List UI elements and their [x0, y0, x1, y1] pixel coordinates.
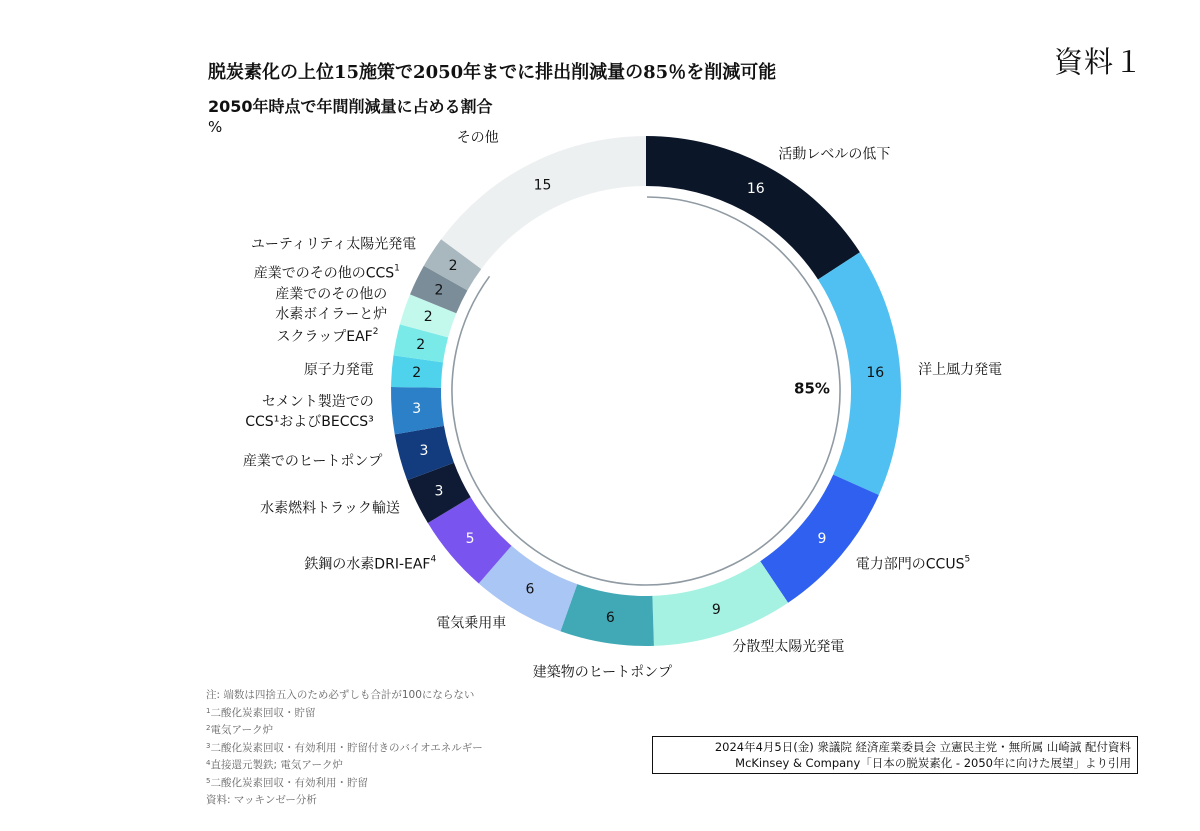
chart-subtitle: 2050年時点で年間削減量に占める割合 [208, 97, 493, 116]
unit-label: % [208, 118, 223, 136]
slice-value-label: 16 [866, 365, 885, 382]
slice-category-label: 分散型太陽光発電 [732, 639, 845, 656]
center-total-label: 85% [794, 379, 830, 398]
footnote-line: $^4$直接還元製鉄; 電気アーク炉 [206, 759, 344, 771]
slice-value-label: 2 [416, 336, 426, 353]
slice-category-label: 電気乗用車 [436, 615, 507, 632]
slice-value-label: 3 [412, 400, 422, 417]
slice-value-label: 9 [817, 531, 827, 548]
slice-value-label: 2 [412, 365, 422, 382]
footnote-line: 注: 端数は四捨五入のため必ずしも合計が100にならない [206, 689, 475, 701]
source-line-1: 2024年4月5日(金) 衆議院 経済産業委員会 立憲民主党・無所属 山崎誠 配付資料 [714, 740, 1131, 754]
slice-category-label: その他 [456, 130, 499, 147]
slice-category-label: 産業でのその他のCCS$^1$ [253, 263, 400, 282]
slice-category-label: ユーティリティ太陽光発電 [250, 236, 417, 253]
donut-slice [818, 252, 901, 495]
slice-category-label: スクラップEAF$^2$ [276, 326, 379, 345]
document-label: 資料１ [1054, 45, 1145, 79]
slice-value-label: 6 [525, 581, 535, 598]
footnote-line: $^3$二酸化炭素回収・有効利用・貯留付きのバイオエネルギー [206, 741, 483, 754]
footnote-line: $^2$電気アーク炉 [206, 724, 274, 736]
slice-category-label: 水素ボイラーと炉 [275, 306, 388, 323]
slice-value-label: 3 [419, 443, 429, 460]
slice-value-label: 2 [448, 257, 458, 274]
footnote-line: 資料: マッキンゼー分析 [206, 794, 317, 806]
slice-category-label: 活動レベルの低下 [778, 146, 891, 163]
slice-value-label: 9 [711, 601, 721, 618]
donut-slice [441, 136, 646, 269]
chart-title: 脱炭素化の上位15施策で2050年までに排出削減量の85％を削減可能 [208, 62, 777, 83]
footnote-line: $^5$二酸化炭素回収・有効利用・貯留 [206, 776, 368, 789]
footnote-line: $^1$二酸化炭素回収・貯留 [206, 706, 316, 719]
source-line-2: McKinsey & Company「日本の脱炭素化 - 2050年に向けた展望」より引用 [735, 756, 1131, 770]
slice-value-label: 2 [434, 282, 444, 299]
slice-category-label: セメント製造での [261, 393, 374, 410]
slice-value-label: 3 [434, 483, 444, 500]
slice-category-label: CCS¹およびBECCS³ [245, 413, 374, 430]
footnotes [206, 686, 483, 809]
slice-category-label: 鉄鋼の水素DRI-EAF$^4$ [304, 553, 437, 573]
slice-category-label: 洋上風力発電 [918, 362, 1003, 379]
slice-category-label: 原子力発電 [303, 362, 374, 379]
slice-value-label: 2 [423, 309, 433, 326]
slice-category-label: 産業でのヒートポンプ [242, 453, 383, 470]
slice-category-label: 建築物のヒートポンプ [532, 664, 673, 681]
source-box [652, 736, 1138, 774]
slice-category-label: 電力部門のCCUS$^5$ [855, 553, 971, 573]
top-measures-arc [452, 197, 840, 585]
slice-category-label: 水素燃料トラック輸送 [260, 500, 400, 517]
slice-value-label: 16 [746, 180, 765, 197]
slice-category-label: 産業でのその他の [275, 286, 388, 303]
slice-value-label: 15 [533, 177, 552, 194]
slice-value-label: 5 [465, 531, 475, 548]
slice-value-label: 6 [605, 610, 615, 627]
